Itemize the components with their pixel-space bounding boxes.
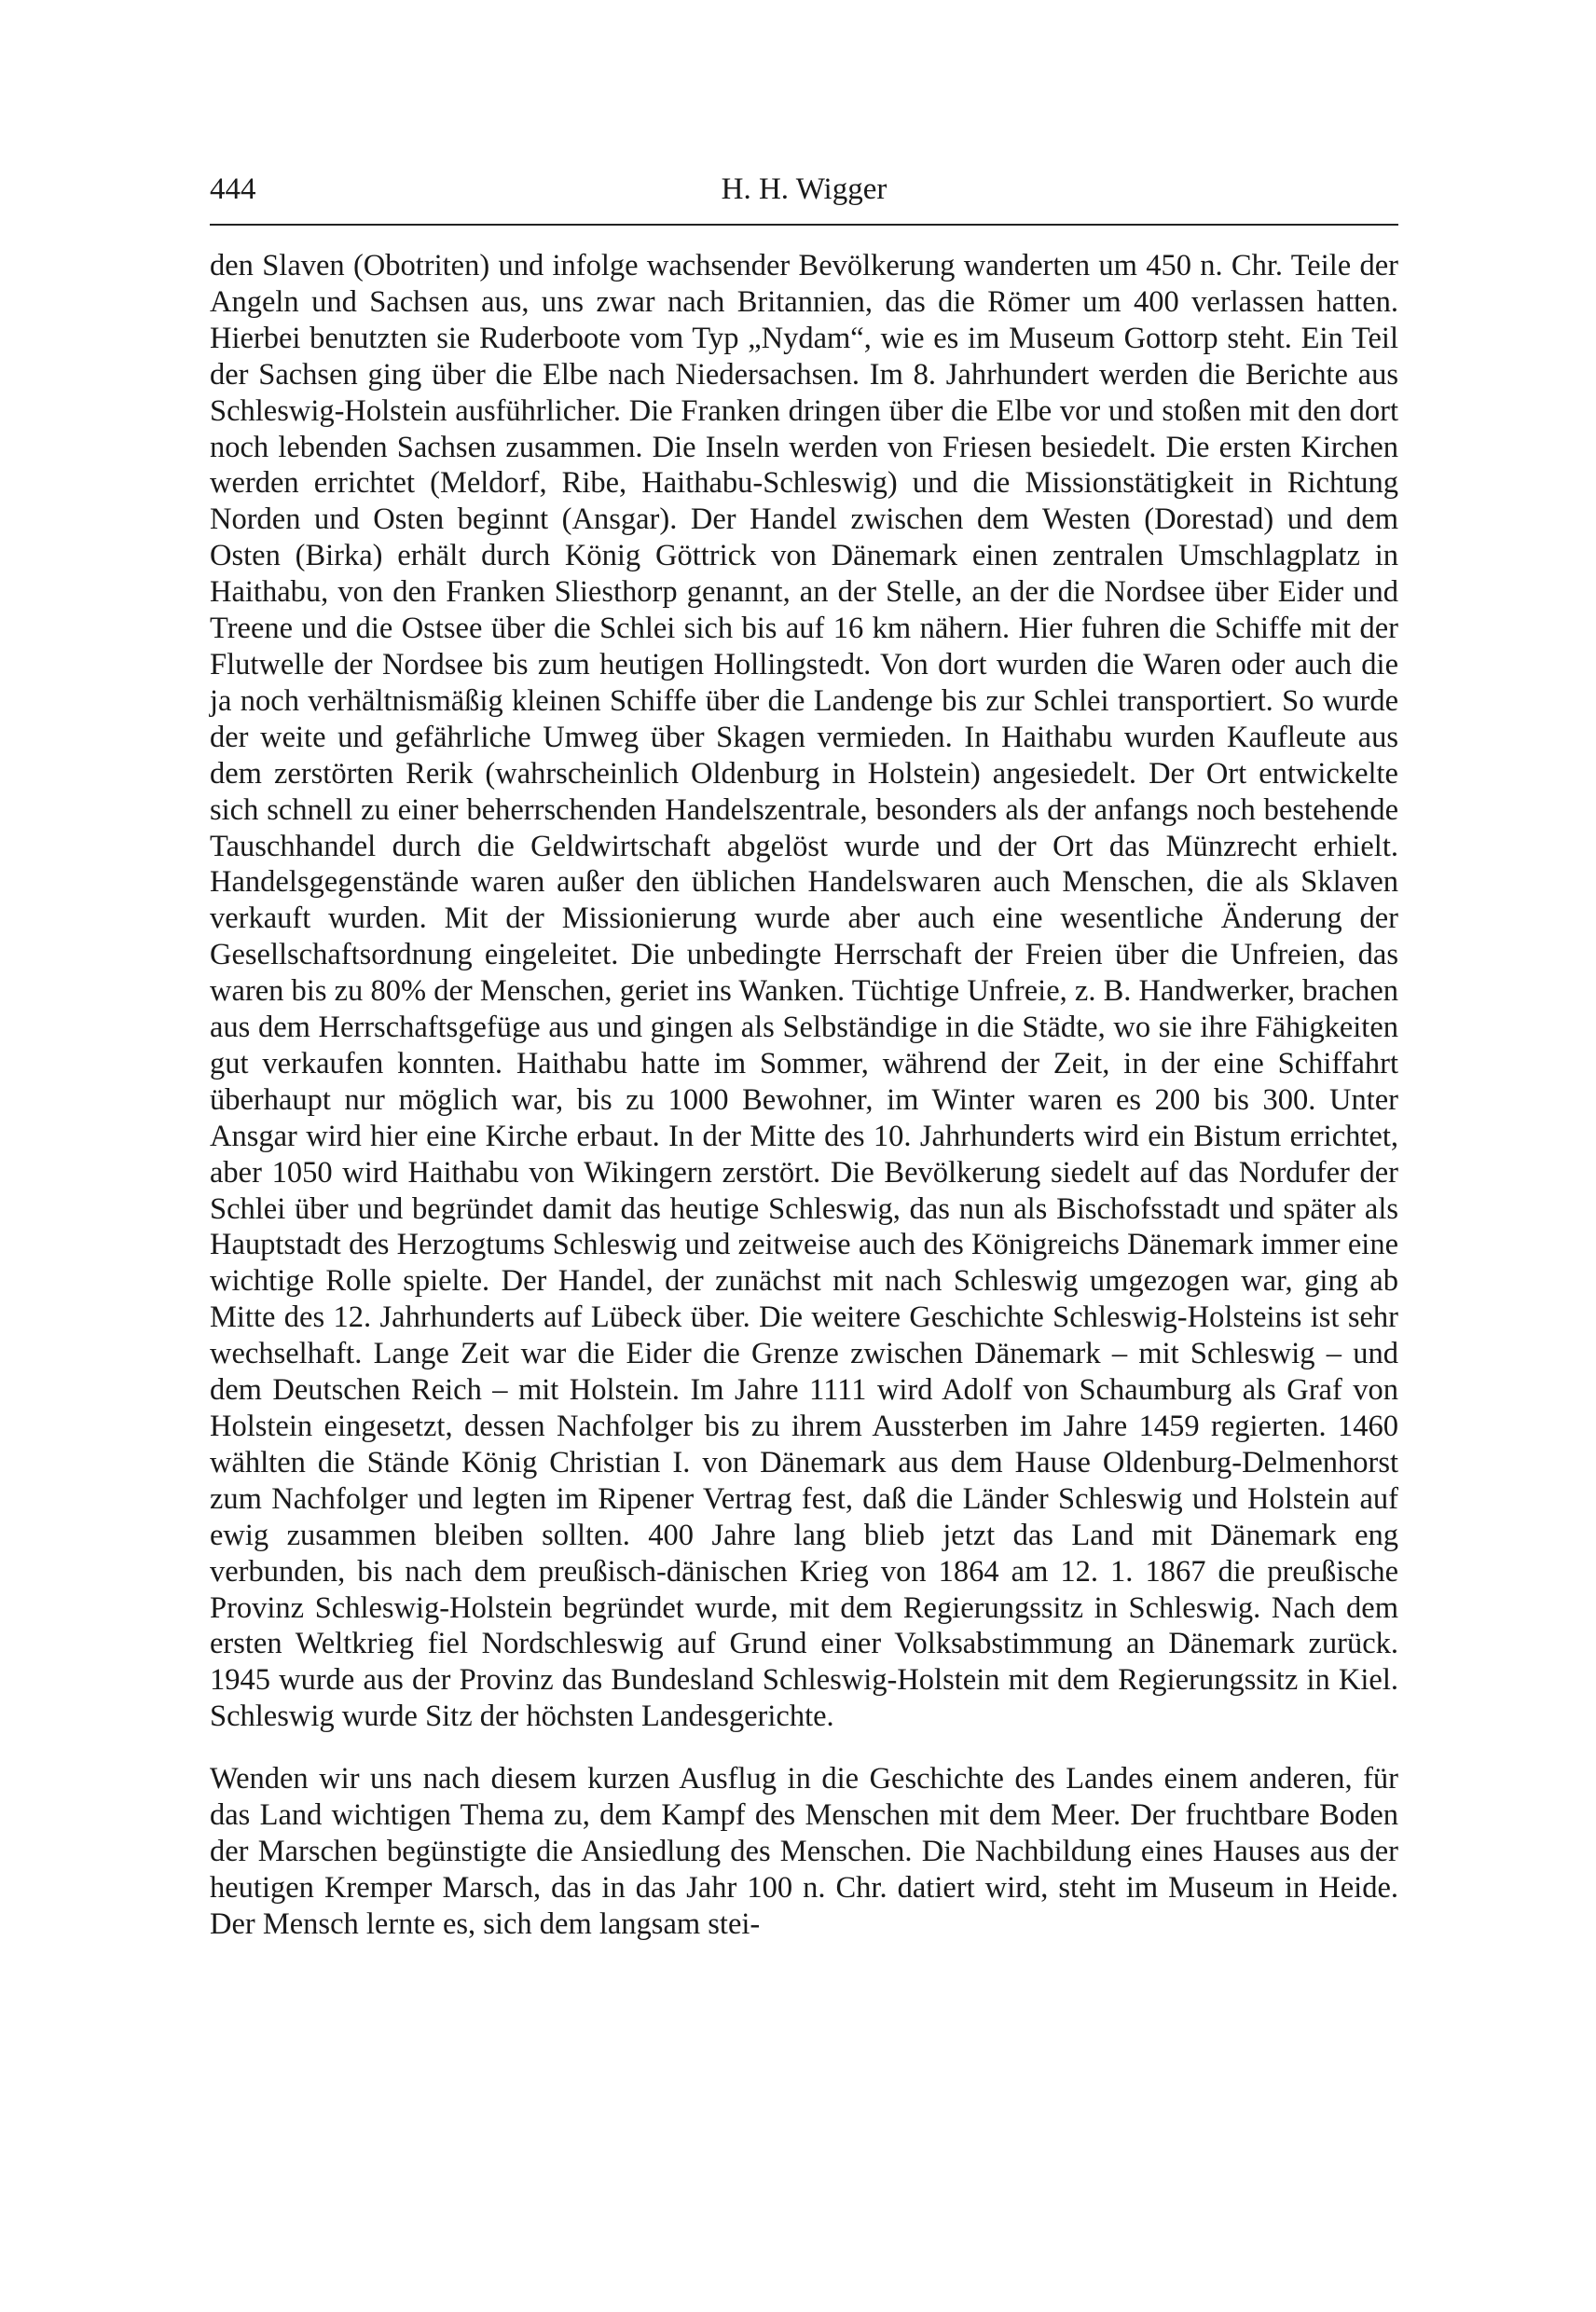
page-number: 444 xyxy=(210,172,256,206)
header-rule xyxy=(210,224,1398,226)
page xyxy=(210,0,1398,2312)
running-title: H. H. Wigger xyxy=(721,172,887,206)
paragraph: den Slaven (Obotriten) und infolge wachsender Bevölkerung wanderten um 450 n. Chr. Teile der Angeln und Sachsen aus, uns zwar nach Britannien, das die Römer um 400 verlassen hatten. Hierbei benutzten sie Ruderboote vom Typ „Nydam“, wie es im Museum Gottorp steht. Ein Teil der Sachsen ging über die Elbe nach Niedersachsen. Im 8. Jahrhundert werden die Berichte aus Schleswig-Holstein ausführlicher. Die Franken dringen über die Elbe vor und stoßen mit den dort noch lebenden Sachsen zusammen. Die Inseln werden von Friesen besiedelt. Die ersten Kirchen werden errichtet (Meldorf, Ribe, Haithabu-Schleswig) und die Missionstätigkeit in Richtung Norden und Osten beginnt (Ansgar). Der Handel zwischen dem Westen (Dorestad) und dem Osten (Birka) erhält durch König Göttrick von Dänemark einen zentralen Umschlagplatz in Haithabu, von den Franken Sliesthorp genannt, an der Stelle, an der die Nordsee über Eider und Treene und die Ostsee über die Schlei sich bis auf 16 km nähern. Hier fuhren die Schiffe mit der Flutwelle der Nordsee bis zum heutigen Hollingstedt. Von dort wurden die Waren oder auch die ja noch verhältnismäßig kleinen Schiffe über die Landenge bis zur Schlei transportiert. So wurde der weite und gefährliche Umweg über Skagen vermieden. In Haithabu wurden Kaufleute aus dem zerstörten Rerik (wahrscheinlich Oldenburg in Holstein) angesiedelt. Der Ort entwickelte sich schnell zu einer beherrschenden Handelszentrale, besonders als der anfangs noch bestehende Tauschhandel durch die Geldwirtschaft abgelöst wurde und der Ort das Münzrecht erhielt. Handelsgegenstände waren außer den üblichen Handelswaren auch Menschen, die als Sklaven verkauft wurden. Mit der Missionierung wurde aber auch eine wesentliche Änderung der Gesellschaftsordnung eingeleitet. Die unbedingte Herrschaft der Freien über die Unfreien, das waren bis zu 80% der Menschen, geriet ins Wanken. Tüchtige Unfreie, z. B. Handwerker, brachen aus dem Herrschaftsgefüge aus und gingen als Selbständige in die Städte, wo sie ihre Fähigkeiten gut verkaufen konnten. Haithabu hatte im Sommer, während der Zeit, in der eine Schiffahrt überhaupt nur möglich war, bis zu 1000 Bewohner, im Winter waren es 200 bis 300. Unter Ansgar wird hier eine Kirche erbaut. In der Mitte des 10. Jahrhunderts wird ein Bistum errichtet, aber 1050 wird Haithabu von Wikingern zerstört. Die Bevölkerung siedelt auf das Nordufer der Schlei über und begründet damit das heutige Schleswig, das nun als Bischofsstadt und später als Hauptstadt des Herzogtums Schleswig und zeitweise auch des Königreichs Dänemark immer eine wichtige Rolle spielte. Der Handel, der zunächst mit nach Schleswig umgezogen war, ging ab Mitte des 12. Jahrhunderts auf Lübeck über. Die weitere Geschichte Schleswig-Holsteins ist sehr wechselhaft. Lange Zeit war die Eider die Grenze zwischen Dänemark – mit Schleswig – und dem Deutschen Reich – mit Holstein. Im Jahre 1111 wird Adolf von Schaumburg als Graf von Holstein eingesetzt, dessen Nachfolger bis zu ihrem Aussterben im Jahre 1459 regierten. 1460 wählten die Stände König Christian I. von Dänemark aus dem Hause Oldenburg-Delmenhorst zum Nachfolger und legten im Ripener Vertrag fest, daß die Länder Schleswig und Holstein auf ewig zusammen bleiben sollten. 400 Jahre lang blieb jetzt das Land mit Dänemark eng verbunden, bis nach dem preußisch-dänischen Krieg von 1864 am 12. 1. 1867 die preußische Provinz Schleswig-Holstein begründet wurde, mit dem Regierungssitz in Schleswig. Nach dem ersten Weltkrieg fiel Nordschleswig auf Grund einer Volksabstimmung an Dänemark zurück. 1945 wurde aus der Provinz das Bundesland Schleswig-Holstein mit dem Regierungssitz in Kiel. Schleswig wurde Sitz der höchsten Landesgerichte. xyxy=(210,249,1398,1734)
running-head xyxy=(210,166,1398,213)
body-text xyxy=(210,248,1398,1943)
paragraph: Wenden wir uns nach diesem kurzen Ausflug in die Geschichte des Landes einem anderen, für das Land wichtigen Thema zu, dem Kampf des Menschen mit dem Meer. Der fruchtbare Boden der Marschen begünstigte die Ansiedlung des Menschen. Die Nachbildung eines Hauses aus der heutigen Kremper Marsch, das in das Jahr 100 n. Chr. datiert wird, steht im Museum in Heide. Der Mensch lernte es, sich dem langsam stei- xyxy=(210,1762,1398,1941)
